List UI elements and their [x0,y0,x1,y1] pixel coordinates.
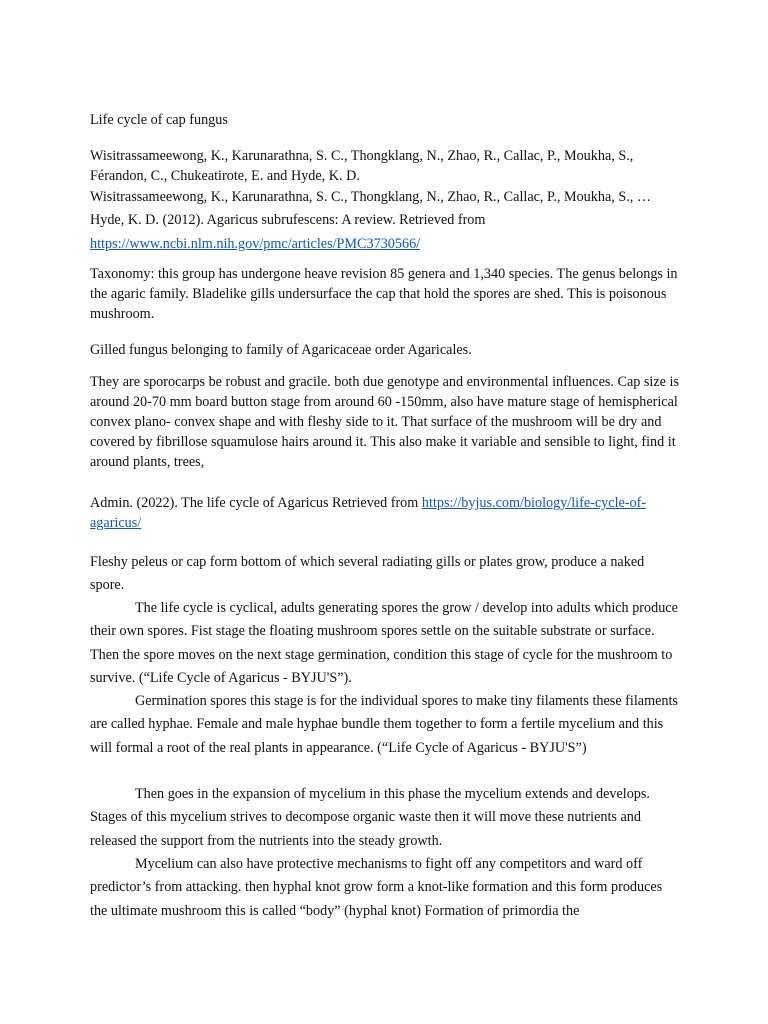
lifecycle-paragraph: The life cycle is cyclical, adults generating spores the grow / develop into adults which produce their own spores. Fist stage the floating mushroom spores settle on the suitable substrate or surface. Then the spore moves on the next stage germination, condition this stage of cycle for the mushroom to survive. (“Life Cycle of Agaricus - BYJU'S”). [90,600,678,686]
citation-link[interactable]: https://www.ncbi.nlm.nih.gov/pmc/articles/PMC3730566/ [90,235,421,252]
citation-reference [90,186,682,256]
citation-reference-text: Wisitrassameewong, K., Karunarathna, S. C., Thongklang, N., Zhao, R., Callac, P., Moukha, S., … Hyde, K. D. (2012). Agaricus subrufescens: A review. Retrieved from [90,189,652,229]
protective-paragraph: Mycelium can also have protective mechanisms to fight off any competitors and ward off predictor’s from attacking. then hyphal knot grow form a knot-like formation and this form produces the ultimate mushroom this is called “body” (hyphal knot) Formation of primordia the [90,856,663,919]
admin-link[interactable]: https://byjus.com/biology/life-cycle-of-agaricus/ [90,495,647,531]
fleshy-paragraph: Fleshy peleus or cap form bottom of which several radiating gills or plates grow, produce a naked spore. [90,554,645,594]
sporocarps-paragraph: They are sporocarps be robust and gracile. both due genotype and environmental influences. Cap size is around 20-70 mm board button stage from around 60 -150mm, also have mature stage of hemispherical convex plano- convex shape and with fleshy side to it. That surface of the mushroom will be dry and covered by fibrillose squamulose hairs around it. This also make it variable and sensible to light, find it around plants, trees, [90,374,679,470]
gilled-fungus-paragraph: Gilled fungus belonging to family of Agaricaceae order Agaricales. [90,342,472,358]
expansion-paragraph: Then goes in the expansion of mycelium in this phase the mycelium extends and develops. Stages of this mycelium strives to decompose organic waste then it will move these nutrients and released the support from the nutrients into the steady growth. [90,786,650,849]
taxonomy-paragraph: Taxonomy: this group has undergone heave revision 85 genera and 1,340 species. The genus belongs in the agaric family. Bladelike gills undersurface the cap that hold the spores are shed. This is poisonous mushroom. [90,266,678,322]
admin-citation [90,493,682,533]
germination-paragraph: Germination spores this stage is for the individual spores to make tiny filaments these filaments are called hyphae. Female and male hyphae bundle them together to form a fertile mycelium and this will formal a root of the real plants in appearance. (“Life Cycle of Agaricus - BYJU'S”) [90,693,678,756]
admin-citation-text: Admin. (2022). The life cycle of Agaricus Retrieved from [90,495,422,511]
document-title: Life cycle of cap fungus [90,112,228,128]
citation-authors: Wisitrassameewong, K., Karunarathna, S. C., Thongklang, N., Zhao, R., Callac, P., Moukha, S., Férandon, C., Chukeatirote, E. and Hyde, K. D. [90,148,634,184]
